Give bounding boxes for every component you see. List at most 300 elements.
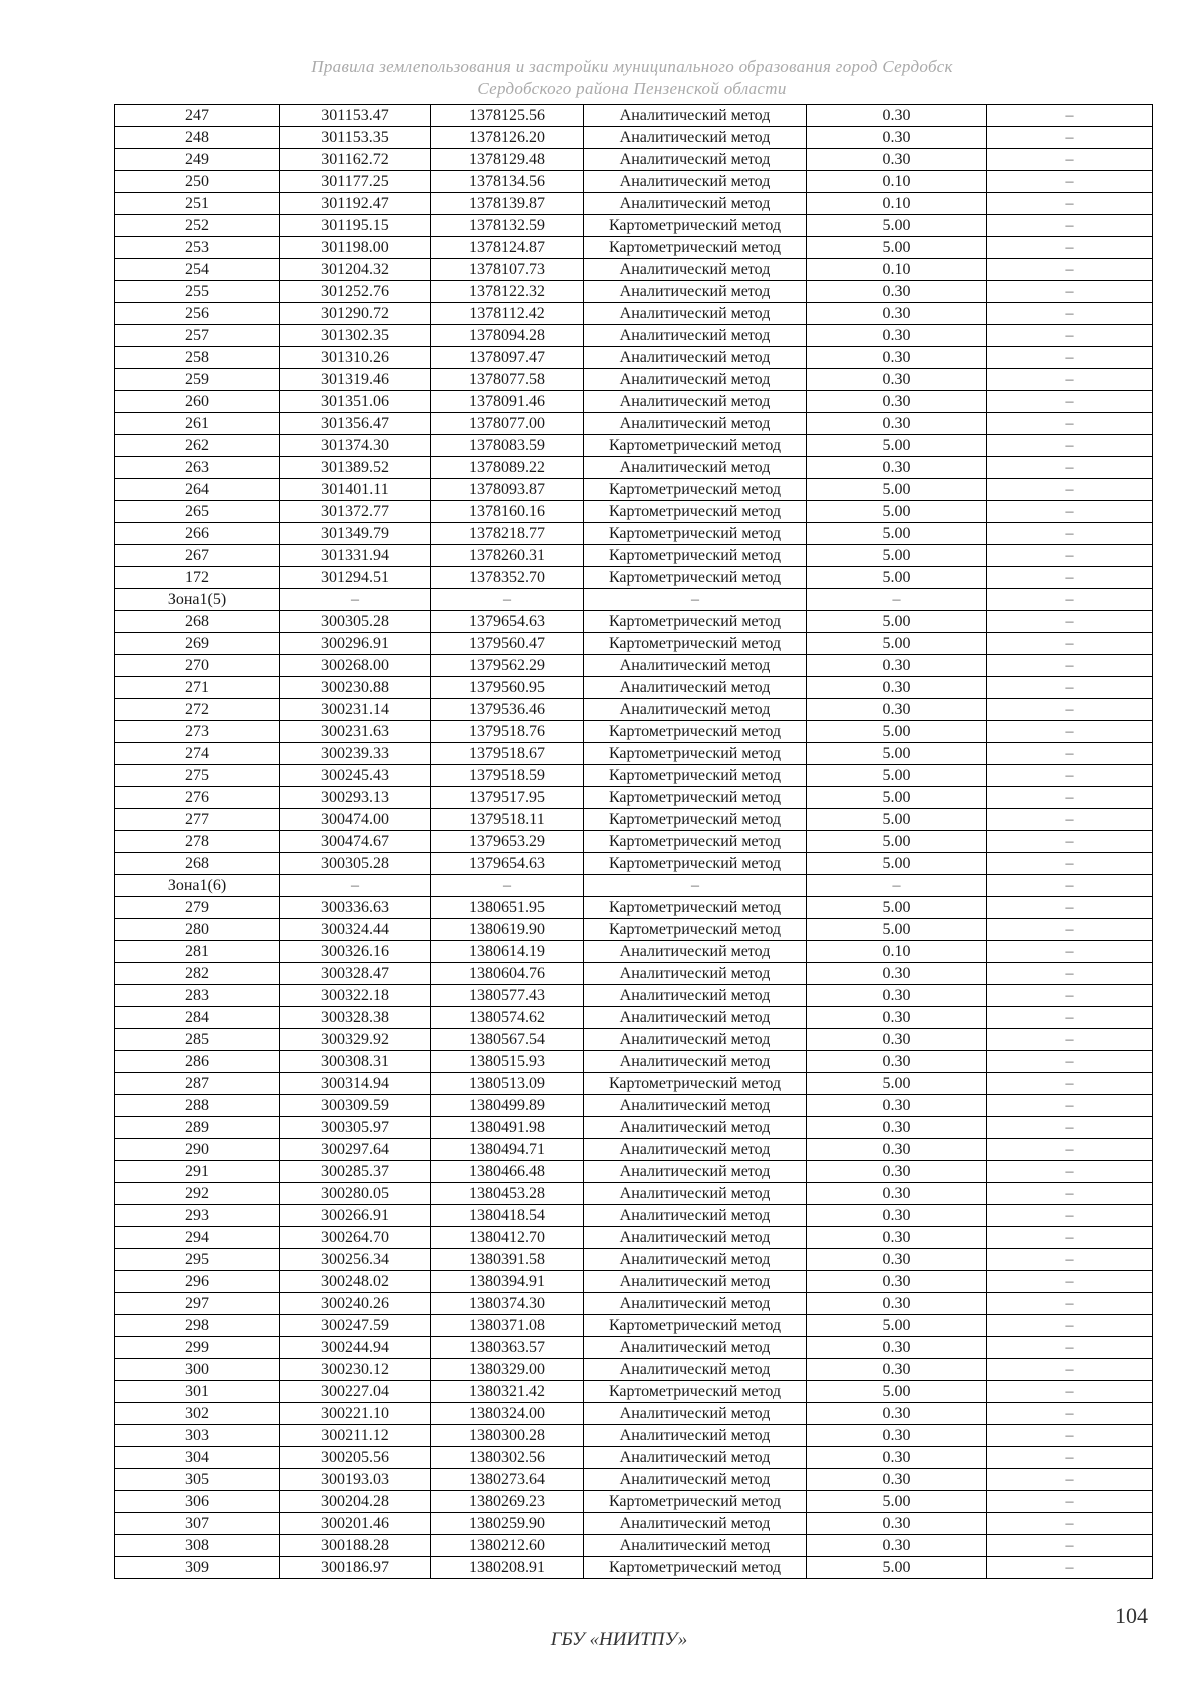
method-cell: Аналитический метод <box>584 1205 807 1227</box>
note-cell: – <box>987 1491 1153 1513</box>
method-cell: Аналитический метод <box>584 303 807 325</box>
method-cell: Картометрический метод <box>584 523 807 545</box>
y-coordinate-cell: 1380394.91 <box>431 1271 584 1293</box>
accuracy-cell: 0.10 <box>807 171 987 193</box>
accuracy-cell: 0.10 <box>807 193 987 215</box>
point-number-cell: 294 <box>115 1227 280 1249</box>
y-coordinate-cell: 1380614.19 <box>431 941 584 963</box>
y-coordinate-cell: 1380374.30 <box>431 1293 584 1315</box>
table-row <box>115 567 1153 589</box>
method-cell: Аналитический метод <box>584 1447 807 1469</box>
note-cell: – <box>987 567 1153 589</box>
x-coordinate-cell: 300336.63 <box>280 897 431 919</box>
note-cell: – <box>987 479 1153 501</box>
note-cell: – <box>987 303 1153 325</box>
note-cell: – <box>987 435 1153 457</box>
method-cell: Аналитический метод <box>584 369 807 391</box>
y-coordinate-cell: 1380577.43 <box>431 985 584 1007</box>
x-coordinate-cell: 301310.26 <box>280 347 431 369</box>
y-coordinate-cell: 1378122.32 <box>431 281 584 303</box>
y-coordinate-cell: 1378083.59 <box>431 435 584 457</box>
method-cell: Аналитический метод <box>584 1117 807 1139</box>
method-cell: Картометрический метод <box>584 721 807 743</box>
point-number-cell: 304 <box>115 1447 280 1469</box>
page-number: 104 <box>1115 1603 1148 1628</box>
table-row <box>115 633 1153 655</box>
point-number-cell: 280 <box>115 919 280 941</box>
x-coordinate-cell: 300211.12 <box>280 1425 431 1447</box>
x-coordinate-cell: 300326.16 <box>280 941 431 963</box>
point-number-cell: 278 <box>115 831 280 853</box>
table-row <box>115 699 1153 721</box>
x-coordinate-cell: 300314.94 <box>280 1073 431 1095</box>
y-coordinate-cell: 1379518.59 <box>431 765 584 787</box>
x-coordinate-cell: 300266.91 <box>280 1205 431 1227</box>
method-cell: Аналитический метод <box>584 149 807 171</box>
table-row <box>115 193 1153 215</box>
accuracy-cell: 0.30 <box>807 281 987 303</box>
x-coordinate-cell: 301252.76 <box>280 281 431 303</box>
note-cell: – <box>987 809 1153 831</box>
y-coordinate-cell: 1380391.58 <box>431 1249 584 1271</box>
x-coordinate-cell: 301153.47 <box>280 105 431 127</box>
x-coordinate-cell: 301389.52 <box>280 457 431 479</box>
method-cell: Картометрический метод <box>584 545 807 567</box>
y-coordinate-cell: 1380412.70 <box>431 1227 584 1249</box>
note-cell: – <box>987 897 1153 919</box>
point-number-cell: 283 <box>115 985 280 1007</box>
method-cell: Аналитический метод <box>584 941 807 963</box>
x-coordinate-cell: 300322.18 <box>280 985 431 1007</box>
accuracy-cell: 5.00 <box>807 567 987 589</box>
accuracy-cell: 0.30 <box>807 1117 987 1139</box>
method-cell: Аналитический метод <box>584 171 807 193</box>
x-coordinate-cell: 300264.70 <box>280 1227 431 1249</box>
table-row <box>115 897 1153 919</box>
accuracy-cell: 0.30 <box>807 1469 987 1491</box>
point-number-cell: 261 <box>115 413 280 435</box>
method-cell: Аналитический метод <box>584 699 807 721</box>
table-row <box>115 1293 1153 1315</box>
point-number-cell: 288 <box>115 1095 280 1117</box>
point-number-cell: 271 <box>115 677 280 699</box>
method-cell: Картометрический метод <box>584 897 807 919</box>
table-row <box>115 765 1153 787</box>
table-row <box>115 655 1153 677</box>
method-cell: Картометрический метод <box>584 1381 807 1403</box>
accuracy-cell: – <box>807 875 987 897</box>
x-coordinate-cell: 300308.31 <box>280 1051 431 1073</box>
table-row <box>115 1535 1153 1557</box>
y-coordinate-cell: – <box>431 589 584 611</box>
note-cell: – <box>987 699 1153 721</box>
method-cell: Аналитический метод <box>584 193 807 215</box>
method-cell: Аналитический метод <box>584 1249 807 1271</box>
table-row <box>115 1359 1153 1381</box>
y-coordinate-cell: 1380494.71 <box>431 1139 584 1161</box>
point-number-cell: 263 <box>115 457 280 479</box>
point-number-cell: 253 <box>115 237 280 259</box>
x-coordinate-cell: 300474.00 <box>280 809 431 831</box>
x-coordinate-cell: 300240.26 <box>280 1293 431 1315</box>
accuracy-cell: 0.30 <box>807 1227 987 1249</box>
note-cell: – <box>987 391 1153 413</box>
method-cell: Аналитический метод <box>584 1513 807 1535</box>
point-number-cell: 262 <box>115 435 280 457</box>
x-coordinate-cell: 301192.47 <box>280 193 431 215</box>
table-row <box>115 523 1153 545</box>
x-coordinate-cell: 300329.92 <box>280 1029 431 1051</box>
note-cell: – <box>987 1359 1153 1381</box>
method-cell: Аналитический метод <box>584 391 807 413</box>
method-cell: Картометрический метод <box>584 787 807 809</box>
table-row <box>115 1447 1153 1469</box>
accuracy-cell: 5.00 <box>807 1491 987 1513</box>
point-number-cell: 254 <box>115 259 280 281</box>
x-coordinate-cell: – <box>280 589 431 611</box>
accuracy-cell: 0.30 <box>807 1447 987 1469</box>
note-cell: – <box>987 985 1153 1007</box>
note-cell: – <box>987 325 1153 347</box>
note-cell: – <box>987 1117 1153 1139</box>
note-cell: – <box>987 1249 1153 1271</box>
y-coordinate-cell: 1380212.60 <box>431 1535 584 1557</box>
point-number-cell: Зона1(5) <box>115 589 280 611</box>
table-row <box>115 237 1153 259</box>
table-row <box>115 677 1153 699</box>
note-cell: – <box>987 105 1153 127</box>
point-number-cell: 277 <box>115 809 280 831</box>
method-cell: Аналитический метод <box>584 413 807 435</box>
y-coordinate-cell: – <box>431 875 584 897</box>
x-coordinate-cell: 300186.97 <box>280 1557 431 1579</box>
x-coordinate-cell: 300474.67 <box>280 831 431 853</box>
y-coordinate-cell: 1378107.73 <box>431 259 584 281</box>
note-cell: – <box>987 1095 1153 1117</box>
y-coordinate-cell: 1380363.57 <box>431 1337 584 1359</box>
accuracy-cell: 5.00 <box>807 897 987 919</box>
method-cell: Аналитический метод <box>584 325 807 347</box>
y-coordinate-cell: 1380651.95 <box>431 897 584 919</box>
method-cell: Аналитический метод <box>584 1095 807 1117</box>
y-coordinate-cell: 1379560.47 <box>431 633 584 655</box>
method-cell: Картометрический метод <box>584 501 807 523</box>
point-number-cell: 301 <box>115 1381 280 1403</box>
note-cell: – <box>987 501 1153 523</box>
note-cell: – <box>987 1381 1153 1403</box>
point-number-cell: 268 <box>115 611 280 633</box>
x-coordinate-cell: 300230.12 <box>280 1359 431 1381</box>
table-row <box>115 787 1153 809</box>
x-coordinate-cell: 301351.06 <box>280 391 431 413</box>
y-coordinate-cell: 1378077.58 <box>431 369 584 391</box>
point-number-cell: 248 <box>115 127 280 149</box>
x-coordinate-cell: 300297.64 <box>280 1139 431 1161</box>
note-cell: – <box>987 1403 1153 1425</box>
y-coordinate-cell: 1380567.54 <box>431 1029 584 1051</box>
y-coordinate-cell: 1380453.28 <box>431 1183 584 1205</box>
table-row <box>115 1073 1153 1095</box>
method-cell: Аналитический метод <box>584 127 807 149</box>
accuracy-cell: 0.30 <box>807 127 987 149</box>
point-number-cell: 303 <box>115 1425 280 1447</box>
table-row <box>115 1095 1153 1117</box>
point-number-cell: 281 <box>115 941 280 963</box>
accuracy-cell: 0.30 <box>807 1337 987 1359</box>
table-row <box>115 1139 1153 1161</box>
method-cell: Аналитический метод <box>584 963 807 985</box>
x-coordinate-cell: 300328.47 <box>280 963 431 985</box>
accuracy-cell: 0.30 <box>807 1249 987 1271</box>
note-cell: – <box>987 743 1153 765</box>
note-cell: – <box>987 963 1153 985</box>
method-cell: Аналитический метод <box>584 1359 807 1381</box>
y-coordinate-cell: 1380321.42 <box>431 1381 584 1403</box>
y-coordinate-cell: 1379653.29 <box>431 831 584 853</box>
accuracy-cell: 0.30 <box>807 413 987 435</box>
page-footer: ГБУ «НИИТПУ» <box>550 1629 688 1650</box>
point-number-cell: 275 <box>115 765 280 787</box>
x-coordinate-cell: 301356.47 <box>280 413 431 435</box>
note-cell: – <box>987 215 1153 237</box>
method-cell: Картометрический метод <box>584 479 807 501</box>
method-cell: Картометрический метод <box>584 1315 807 1337</box>
point-number-cell: 295 <box>115 1249 280 1271</box>
accuracy-cell: 0.30 <box>807 1183 987 1205</box>
y-coordinate-cell: 1379518.76 <box>431 721 584 743</box>
method-cell: Картометрический метод <box>584 765 807 787</box>
table-row <box>115 853 1153 875</box>
y-coordinate-cell: 1378260.31 <box>431 545 584 567</box>
y-coordinate-cell: 1380259.90 <box>431 1513 584 1535</box>
method-cell: Аналитический метод <box>584 1425 807 1447</box>
point-number-cell: 286 <box>115 1051 280 1073</box>
y-coordinate-cell: 1378125.56 <box>431 105 584 127</box>
note-cell: – <box>987 677 1153 699</box>
x-coordinate-cell: 301204.32 <box>280 259 431 281</box>
accuracy-cell: 0.30 <box>807 457 987 479</box>
y-coordinate-cell: 1378139.87 <box>431 193 584 215</box>
accuracy-cell: 0.30 <box>807 149 987 171</box>
note-cell: – <box>987 1161 1153 1183</box>
accuracy-cell: 5.00 <box>807 1557 987 1579</box>
method-cell: Аналитический метод <box>584 1293 807 1315</box>
x-coordinate-cell: 300280.05 <box>280 1183 431 1205</box>
method-cell: Картометрический метод <box>584 215 807 237</box>
x-coordinate-cell: 300248.02 <box>280 1271 431 1293</box>
x-coordinate-cell: 301177.25 <box>280 171 431 193</box>
y-coordinate-cell: 1380491.98 <box>431 1117 584 1139</box>
y-coordinate-cell: 1380619.90 <box>431 919 584 941</box>
note-cell: – <box>987 1183 1153 1205</box>
x-coordinate-cell: 300201.46 <box>280 1513 431 1535</box>
note-cell: – <box>987 721 1153 743</box>
point-number-cell: 282 <box>115 963 280 985</box>
x-coordinate-cell: 300204.28 <box>280 1491 431 1513</box>
x-coordinate-cell: 301302.35 <box>280 325 431 347</box>
point-number-cell: 292 <box>115 1183 280 1205</box>
note-cell: – <box>987 853 1153 875</box>
x-coordinate-cell: 300296.91 <box>280 633 431 655</box>
accuracy-cell: 5.00 <box>807 1315 987 1337</box>
method-cell: Аналитический метод <box>584 1051 807 1073</box>
accuracy-cell: 0.30 <box>807 1293 987 1315</box>
table-row <box>115 1227 1153 1249</box>
method-cell: Аналитический метод <box>584 259 807 281</box>
table-row <box>115 1249 1153 1271</box>
x-coordinate-cell: 300256.34 <box>280 1249 431 1271</box>
point-number-cell: 285 <box>115 1029 280 1051</box>
accuracy-cell: 0.30 <box>807 677 987 699</box>
y-coordinate-cell: 1380302.56 <box>431 1447 584 1469</box>
note-cell: – <box>987 545 1153 567</box>
x-coordinate-cell: 301294.51 <box>280 567 431 589</box>
table-row <box>115 325 1153 347</box>
point-number-cell: 291 <box>115 1161 280 1183</box>
x-coordinate-cell: 301372.77 <box>280 501 431 523</box>
point-number-cell: Зона1(6) <box>115 875 280 897</box>
accuracy-cell: 5.00 <box>807 1381 987 1403</box>
point-number-cell: 257 <box>115 325 280 347</box>
method-cell: Аналитический метод <box>584 1535 807 1557</box>
accuracy-cell: 5.00 <box>807 215 987 237</box>
point-number-cell: 305 <box>115 1469 280 1491</box>
point-number-cell: 274 <box>115 743 280 765</box>
y-coordinate-cell: 1380604.76 <box>431 963 584 985</box>
table-row <box>115 1183 1153 1205</box>
point-number-cell: 255 <box>115 281 280 303</box>
point-number-cell: 267 <box>115 545 280 567</box>
method-cell: Аналитический метод <box>584 655 807 677</box>
note-cell: – <box>987 1425 1153 1447</box>
y-coordinate-cell: 1380513.09 <box>431 1073 584 1095</box>
x-coordinate-cell: 300324.44 <box>280 919 431 941</box>
table-row <box>115 1161 1153 1183</box>
method-cell: Аналитический метод <box>584 1337 807 1359</box>
accuracy-cell: 5.00 <box>807 721 987 743</box>
y-coordinate-cell: 1380329.00 <box>431 1359 584 1381</box>
y-coordinate-cell: 1380371.08 <box>431 1315 584 1337</box>
y-coordinate-cell: 1380574.62 <box>431 1007 584 1029</box>
point-number-cell: 265 <box>115 501 280 523</box>
point-number-cell: 268 <box>115 853 280 875</box>
x-coordinate-cell: 301198.00 <box>280 237 431 259</box>
accuracy-cell: 5.00 <box>807 435 987 457</box>
x-coordinate-cell: 301401.11 <box>280 479 431 501</box>
note-cell: – <box>987 1535 1153 1557</box>
point-number-cell: 299 <box>115 1337 280 1359</box>
point-number-cell: 302 <box>115 1403 280 1425</box>
note-cell: – <box>987 1469 1153 1491</box>
point-number-cell: 284 <box>115 1007 280 1029</box>
method-cell: Аналитический метод <box>584 457 807 479</box>
point-number-cell: 276 <box>115 787 280 809</box>
page-header <box>0 56 1200 100</box>
y-coordinate-cell: 1378160.16 <box>431 501 584 523</box>
table-row <box>115 457 1153 479</box>
accuracy-cell: 0.30 <box>807 985 987 1007</box>
accuracy-cell: 5.00 <box>807 919 987 941</box>
y-coordinate-cell: 1378112.42 <box>431 303 584 325</box>
table-row <box>115 171 1153 193</box>
accuracy-cell: 0.30 <box>807 1403 987 1425</box>
x-coordinate-cell: 300285.37 <box>280 1161 431 1183</box>
table-row <box>115 721 1153 743</box>
x-coordinate-cell: – <box>280 875 431 897</box>
accuracy-cell: 0.30 <box>807 1095 987 1117</box>
y-coordinate-cell: 1378134.56 <box>431 171 584 193</box>
point-number-cell: 252 <box>115 215 280 237</box>
x-coordinate-cell: 300293.13 <box>280 787 431 809</box>
x-coordinate-cell: 301153.35 <box>280 127 431 149</box>
accuracy-cell: 5.00 <box>807 501 987 523</box>
table-row <box>115 391 1153 413</box>
note-cell: – <box>987 765 1153 787</box>
method-cell: Аналитический метод <box>584 347 807 369</box>
table-row <box>115 435 1153 457</box>
table-row <box>115 831 1153 853</box>
table-row <box>115 303 1153 325</box>
method-cell: Картометрический метод <box>584 237 807 259</box>
point-number-cell: 258 <box>115 347 280 369</box>
x-coordinate-cell: 300188.28 <box>280 1535 431 1557</box>
accuracy-cell: 0.30 <box>807 1359 987 1381</box>
method-cell: Аналитический метод <box>584 281 807 303</box>
accuracy-cell: 5.00 <box>807 237 987 259</box>
accuracy-cell: 0.30 <box>807 1139 987 1161</box>
point-number-cell: 287 <box>115 1073 280 1095</box>
note-cell: – <box>987 1051 1153 1073</box>
table-row <box>115 105 1153 127</box>
note-cell: – <box>987 259 1153 281</box>
table-row <box>115 413 1153 435</box>
note-cell: – <box>987 1205 1153 1227</box>
method-cell: – <box>584 589 807 611</box>
table-row <box>115 149 1153 171</box>
point-number-cell: 249 <box>115 149 280 171</box>
accuracy-cell: – <box>807 589 987 611</box>
note-cell: – <box>987 457 1153 479</box>
point-number-cell: 297 <box>115 1293 280 1315</box>
y-coordinate-cell: 1378094.28 <box>431 325 584 347</box>
note-cell: – <box>987 523 1153 545</box>
accuracy-cell: 0.30 <box>807 303 987 325</box>
method-cell: Аналитический метод <box>584 1029 807 1051</box>
table-row <box>115 1403 1153 1425</box>
x-coordinate-cell: 300231.14 <box>280 699 431 721</box>
x-coordinate-cell: 300245.43 <box>280 765 431 787</box>
x-coordinate-cell: 300230.88 <box>280 677 431 699</box>
note-cell: – <box>987 1007 1153 1029</box>
y-coordinate-cell: 1380273.64 <box>431 1469 584 1491</box>
note-cell: – <box>987 831 1153 853</box>
point-number-cell: 260 <box>115 391 280 413</box>
table-row <box>115 1381 1153 1403</box>
table-row <box>115 347 1153 369</box>
table-row <box>115 281 1153 303</box>
accuracy-cell: 0.30 <box>807 1205 987 1227</box>
x-coordinate-cell: 300239.33 <box>280 743 431 765</box>
x-coordinate-cell: 300244.94 <box>280 1337 431 1359</box>
method-cell: Аналитический метод <box>584 1403 807 1425</box>
method-cell: Картометрический метод <box>584 611 807 633</box>
note-cell: – <box>987 1139 1153 1161</box>
y-coordinate-cell: 1378077.00 <box>431 413 584 435</box>
x-coordinate-cell: 300231.63 <box>280 721 431 743</box>
table-row <box>115 1205 1153 1227</box>
note-cell: – <box>987 1337 1153 1359</box>
x-coordinate-cell: 301162.72 <box>280 149 431 171</box>
